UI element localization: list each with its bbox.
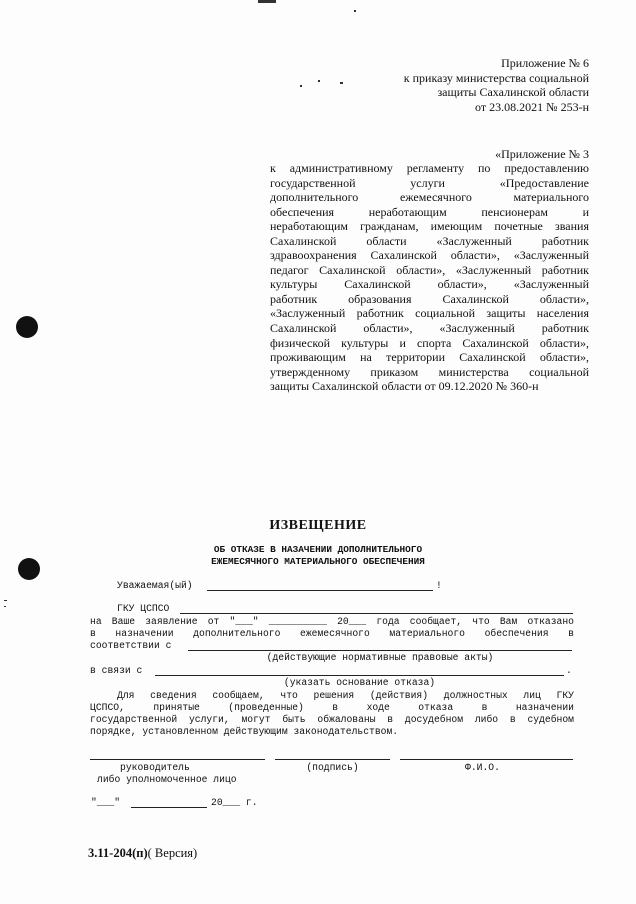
reason-label: в связи с: [90, 665, 143, 676]
scan-speck: [4, 600, 7, 601]
scan-speck: [300, 85, 302, 87]
date-month-line[interactable]: [131, 807, 207, 808]
regulation-line: здравоохранения Сахалинской области», «Заслуженный: [270, 248, 589, 263]
gku-field-line[interactable]: [180, 613, 573, 614]
name-caption: Ф.И.О.: [465, 762, 500, 773]
regulation-line: работник образования Сахалинской области»,: [270, 291, 589, 306]
annex-line: Приложение № 6: [501, 56, 589, 70]
appeal-line: ЦСПСО, принятые (проведенные) в ходе отказа в назначении: [90, 702, 574, 713]
date-day: "___": [91, 797, 121, 808]
recipient-name-line[interactable]: [207, 590, 433, 591]
regulation-text: [270, 161, 589, 394]
salutation-end: !: [436, 580, 442, 591]
regulation-line: культуры Сахалинской области», «Заслуженный: [270, 277, 589, 292]
signature-caption: (подпись): [306, 762, 359, 773]
scan-speck: [4, 606, 6, 607]
appeal-line: государственной услуги, могут быть обжалованы в досудебном либо в судебном: [90, 714, 574, 725]
regulation-line: проживающим на территории Сахалинской области»,: [270, 350, 589, 365]
reason-field-line[interactable]: [155, 675, 564, 676]
annex-line: защиты Сахалинской области: [437, 85, 589, 100]
acts-caption: (действующие нормативные правовые акты): [266, 652, 494, 663]
notice-title: ИЗВЕЩЕНИЕ: [269, 518, 367, 533]
notice-subtitle: ОБ ОТКАЗЕ В НАЗАЧЕНИИ ДОПОЛНИТЕЛЬНОГО: [213, 544, 423, 555]
annex-line: от 23.08.2021 № 253-н: [475, 100, 589, 115]
regulation-line: Сахалинской области «Заслуженный работник: [270, 233, 589, 248]
reason-caption: (указать основание отказа): [283, 677, 436, 688]
scan-mark-top: [258, 0, 276, 3]
regulation-line: неработающим гражданам, имеющим почетные звания: [270, 219, 589, 234]
regulation-annex-title: «Приложение № 3: [495, 147, 589, 161]
regulation-line: утвержденному приказом министерства социальной: [270, 364, 589, 379]
full-name-line[interactable]: [400, 759, 573, 760]
scan-speck: [318, 80, 320, 82]
assign-text: в назначении дополнительного ежемесячного материального обеспечения в: [90, 628, 574, 639]
form-version-code: [88, 846, 197, 861]
head-caption-2: либо уполномоченное лицо: [97, 774, 237, 785]
head-caption: руководитель: [120, 762, 190, 773]
legal-acts-field-line[interactable]: [188, 650, 572, 651]
annex-header: [329, 56, 589, 115]
date-year: 20___ г.: [211, 797, 258, 808]
regulation-line: государственной услуги «Предоставление: [270, 175, 589, 190]
regulation-line: дополнительного ежемесячного материального: [270, 190, 589, 205]
signature-line[interactable]: [275, 759, 390, 760]
accordance-label: соответствии с: [90, 640, 172, 651]
regulation-line: «Заслуженный работник социальной защиты населения: [270, 306, 589, 321]
regulation-line: обеспечения неработающим пенсионерам и: [270, 204, 589, 219]
regulation-line: защиты Сахалинской области от 09.12.2020 № 360-н: [270, 379, 539, 394]
application-text: на Ваше заявление от "___" __________ 20___ года сообщает, что Вам отказано: [90, 616, 574, 627]
regulation-line: Сахалинской области», «Заслуженный работник: [270, 321, 589, 336]
appeal-line: порядке, установленном действующим законодательством.: [90, 726, 399, 737]
appeal-line: Для сведения сообщаем, что решения (действия) должностных лиц ГКУ: [117, 690, 574, 701]
regulation-line: к административному регламенту по предоставлению: [270, 161, 589, 175]
notice-subtitle: ЕЖЕМЕСЯЧНОГО МАТЕРИАЛЬНОГО ОБЕСПЕЧЕНИЯ: [211, 556, 425, 567]
form-version-label: ( Версия): [147, 846, 198, 860]
salutation-label: Уважаемая(ый): [117, 580, 193, 591]
scan-speck: [354, 10, 356, 12]
form-code: 3.11-204(п): [88, 846, 148, 860]
binder-hole-top: [16, 316, 38, 338]
annex-line: к приказу министерства социальной: [403, 70, 589, 85]
gku-label: ГКУ ЦСПСО: [117, 603, 170, 614]
regulation-line: педагог Сахалинской области», «Заслуженный работник: [270, 262, 589, 277]
regulation-line: физической культуры и спорта Сахалинской области»,: [270, 335, 589, 350]
head-signature-line[interactable]: [90, 759, 265, 760]
reason-end: .: [566, 665, 572, 676]
